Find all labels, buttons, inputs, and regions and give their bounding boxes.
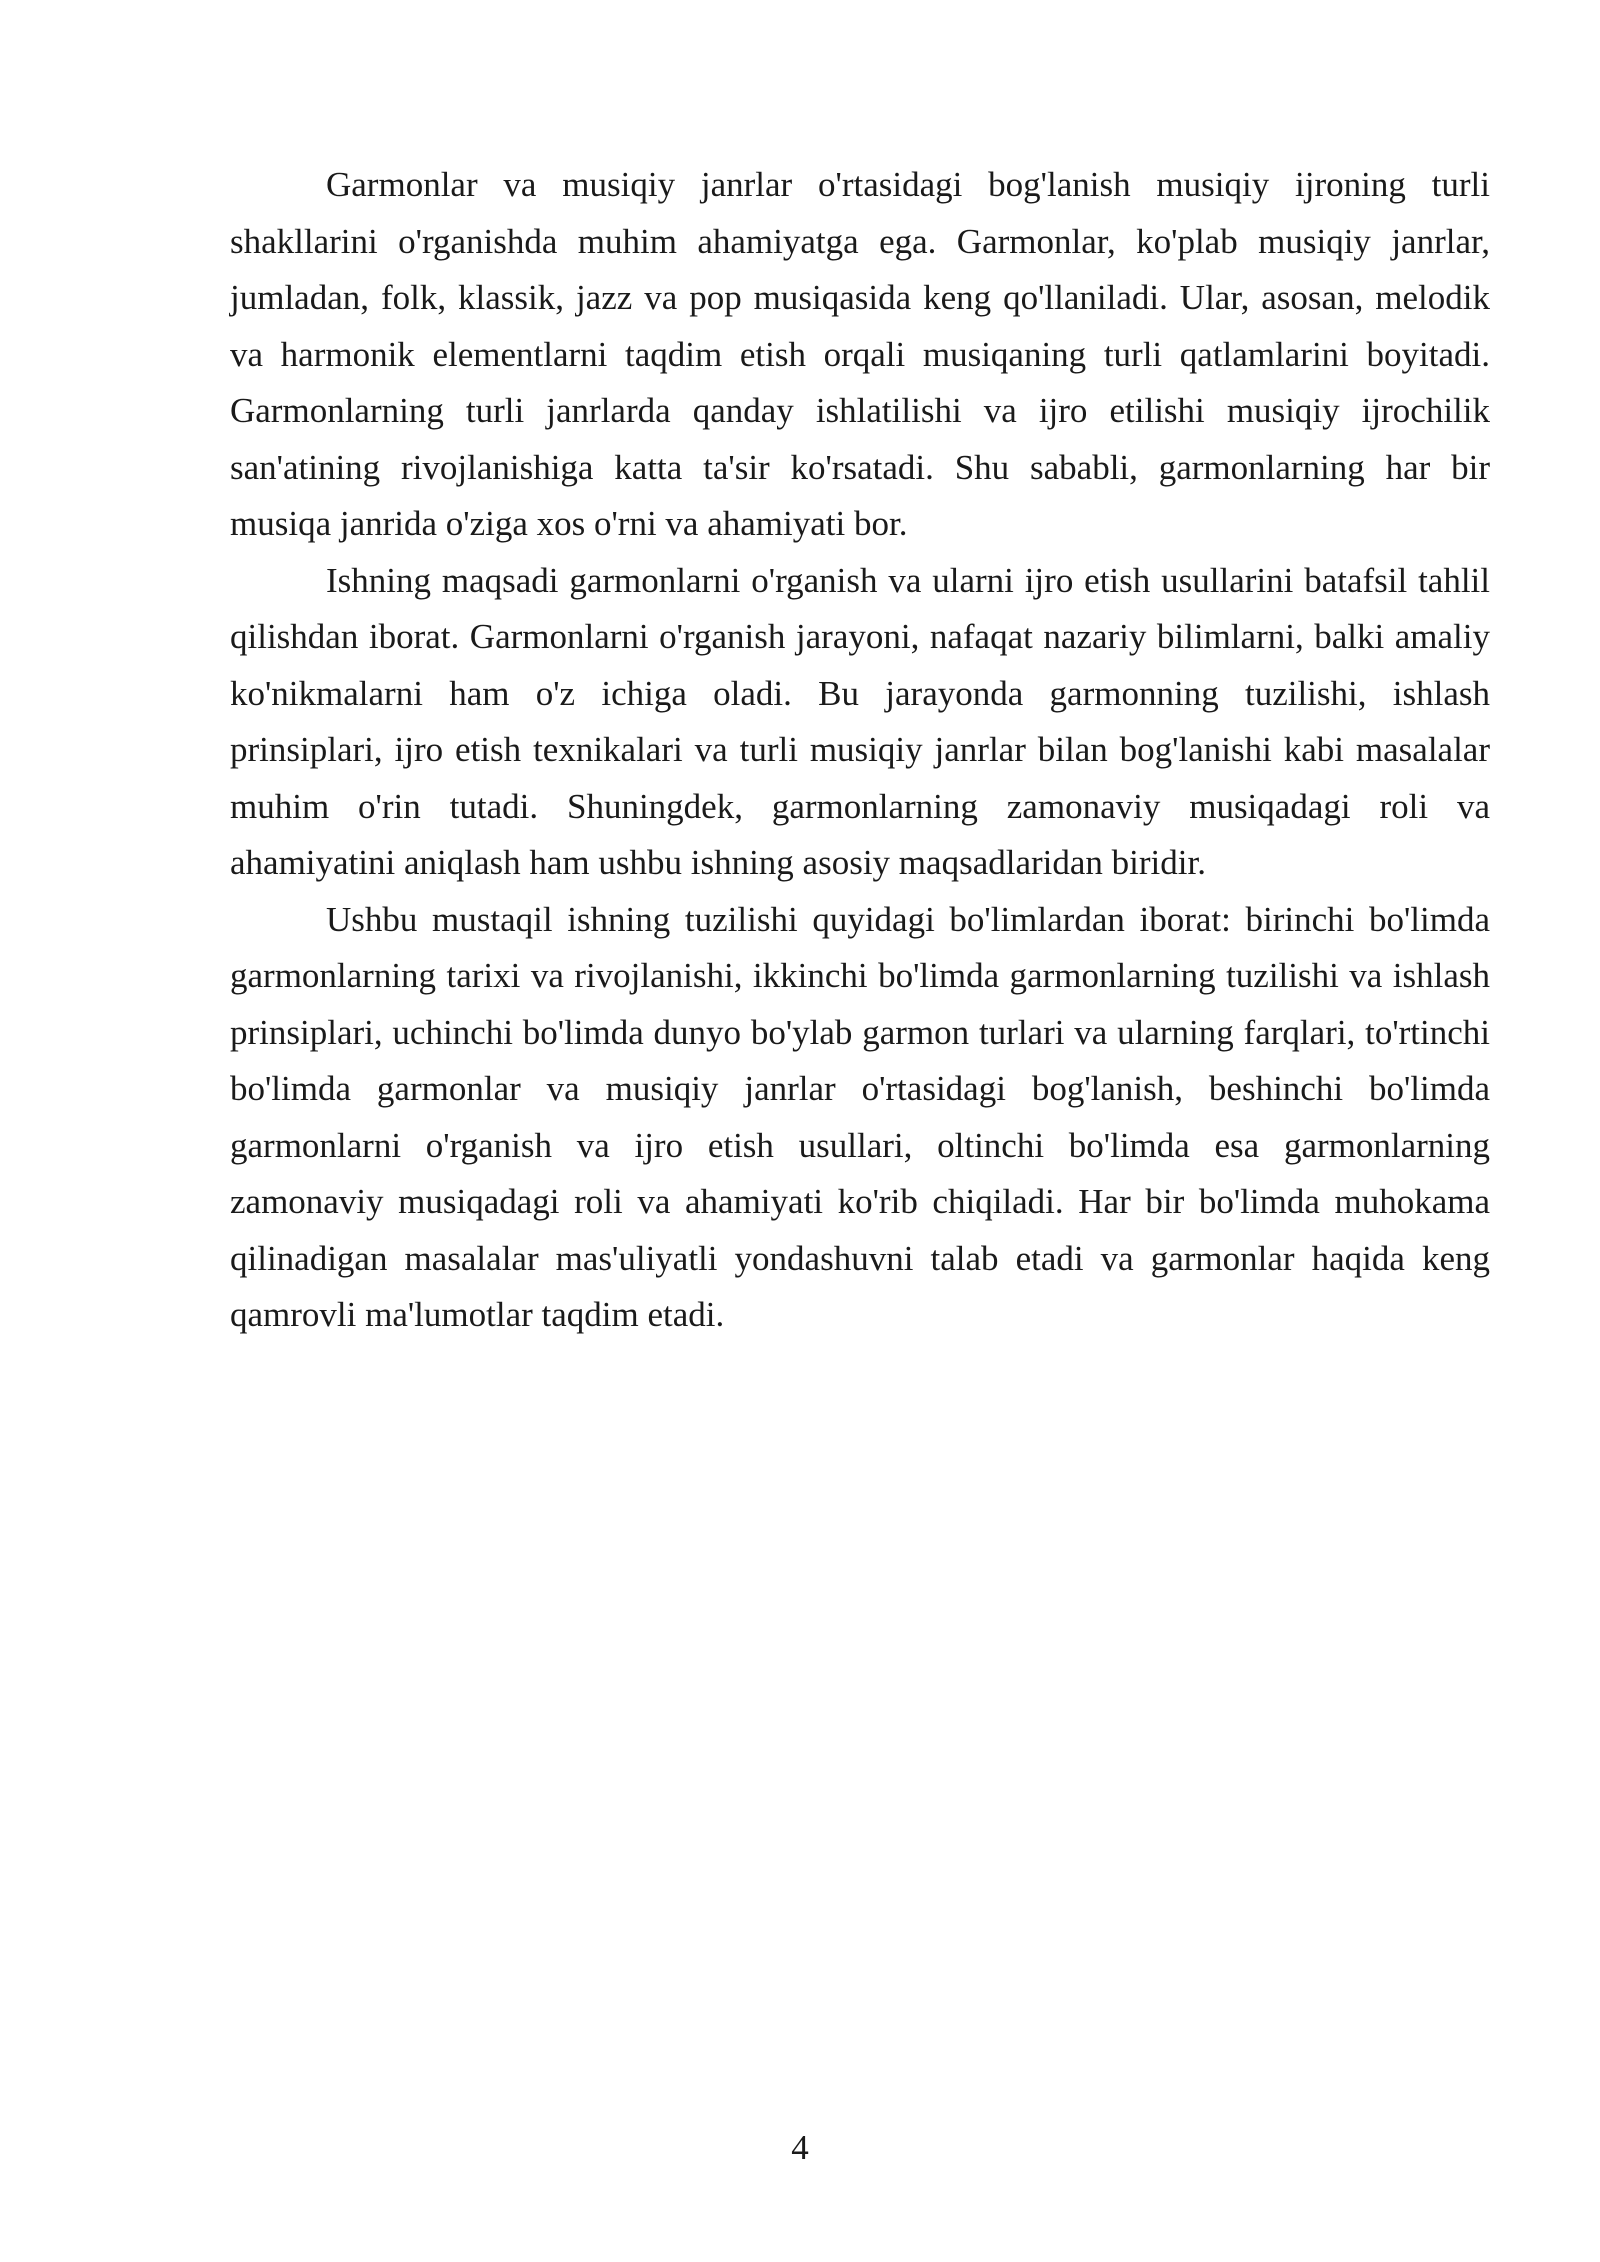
paragraph-1: Garmonlar va musiqiy janrlar o'rtasidagi bog'lanish musiqiy ijroning turli shakllarini o'rganishda muhim ahamiyatga ega. Garmonlar, ko'plab musiqiy janrlar, jumladan, folk, klassik, jazz va pop musiqasida keng qo'llaniladi. Ular, asosan, melodik va harmonik elementlarni taqdim etish orqali musiqaning turli qatlamlarini boyitadi. Garmonlarning turli janrlarda qanday ishlatilishi va ijro etilishi musiqiy ijrochilik san'atining rivojlanishiga katta ta'sir ko'rsatadi. Shu sababli, garmonlarning har bir musiqa janrida o'ziga xos o'rni va ahamiyati bor. [230, 165, 1490, 543]
paragraph-3: Ushbu mustaqil ishning tuzilishi quyidagi bo'limlardan iborat: birinchi bo'limda garmonlarning tarixi va rivojlanishi, ikkinchi bo'limda garmonlarning tuzilishi va ishlash prinsiplari, uchinchi bo'limda dunyo bo'ylab garmon turlari va ularning farqlari, to'rtinchi bo'limda garmonlar va musiqiy janrlar o'rtasidagi bog'lanish, beshinchi bo'limda garmonlarni o'rganish va ijro etish usullari, oltinchi bo'limda esa garmonlarning zamonaviy musiqadagi roli va ahamiyati ko'rib chiqiladi. Har bir bo'limda muhokama qilinadigan masalalar mas'uliyatli yondashuvni talab etadi va garmonlar haqida keng qamrovli ma'lumotlar taqdim etadi. [230, 899, 1490, 1334]
page-number: 4 [791, 2128, 809, 2167]
paragraph-2: Ishning maqsadi garmonlarni o'rganish va ularni ijro etish usullarini batafsil tahlil qilishdan iborat. Garmonlarni o'rganish jarayoni, nafaqat nazariy bilimlarni, balki amaliy ko'nikmalarni ham o'z ichiga oladi. Bu jarayonda garmonning tuzilishi, ishlash prinsiplari, ijro etish texnikalari va turli musiqiy janrlar bilan bog'lanishi kabi masalalar muhim o'rin tutadi. Shuningdek, garmonlarning zamonaviy musiqadagi roli va ahamiyatini aniqlash ham ushbu ishning asosiy maqsadlaridan biridir. [230, 560, 1490, 882]
body-text [230, 157, 1490, 1344]
